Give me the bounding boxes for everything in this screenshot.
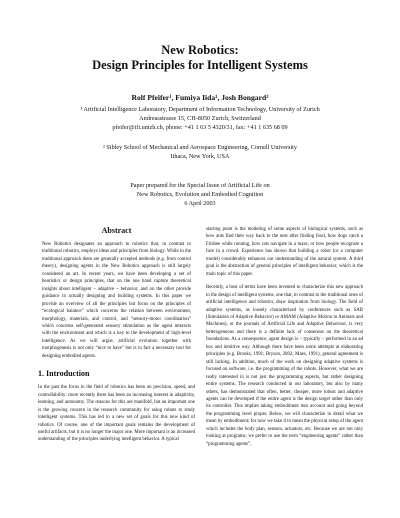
right-paragraph-1: starting point is the modeling of some aspects of biological systems, such as how ants find their way back to the nest after finding food, how dogs catch a Frisbee while running, how rats navigate in a maze, or how people recognize a face in a crowd. Experience has shown that building a robot (or a computer model) considerably enhances our understanding of the natural system. A third goal is the abstraction of general principles of intelligent behavior, which is the main topic of this paper. [206, 227, 363, 277]
left-column [38, 226, 195, 450]
right-paragraph-2: Recently, a host of terms have been invented to characterize this new approach to the design of intelligent systems, one that, in contrast to the traditional ones of artificial intelligence and robotics, draw inspiration from biology. The field of adaptive systems, as loosely characterized by conferences such as SAB (Simulation of Adaptive Behavior) or AMAM (Adaptive Motion in Animals and Machines), or the journals of Artificial Life and Adaptive Behaviour, is very heterogeneous and there is a definite lack of consensus on the theoretical foundations. As a consequence, agent design is – typically – performed in an ad hoc and intuitive way. Although there have been some attempts at elaborating principles (e.g. Brooks, 1991; Bryson, 2002; Maes, 1991), general agreement is still lacking. In addition, much of the work on designing adaptive systems is focused on software, i.e. the programming of the robots. However, what we are really interested in is not just the programming aspects, but rather designing entire systems. The research conducted in our laboratory, but also by many others, has demonstrated that often, better, cheaper, more robust and adaptive agents can be developed if the entire agent is the design target rather than only its controller. This implies taking embodiment into account and going beyond the programming level proper. Below, we will characterize in detail what we mean by embodiment; for now we take it to mean the physical setup of the agent which includes the body plan, sensors, actuators, etc. Because we are not only looking at programs, we prefer to use the term “engineering agents” rather than “programming agents”, [206, 285, 363, 447]
paper-title-line1: New Robotics: [161, 43, 239, 57]
abstract-text: New Robotics designates an approach to robotics that, in contrast to traditional robotics, employs ideas and principles from biology. While in the traditional approach there are generally accepted methods (e.g. from control theory), designing agents in the New Robotics approach is still largely considered an art. In recent years, we have been developing a set of heuristics or design principles, that on the one hand capture theoretical insights about intelligent – adaptive – behavior, and on the other provide guidance in actually designing and building systems. In this paper we provide an overview of all the principles but focus on the principles of “ecological balance” which concerns the relation between environment, morphology, materials, and control, and “sensory-motor coordination” which concerns self-generated sensory stimulation as the agent interacts with the environment and which is a key to the development of high-level intelligence. As we will argue, artificial evolution together with morphogenesis is not only “nice to have” but is in fact a necessary tool for designing embodied agents. [42, 242, 191, 359]
paper-note-date: 6 April 2003 [184, 200, 216, 207]
authors: Rolf Pfeifer¹, Fumiya Iida¹, Josh Bongard² [131, 93, 269, 102]
abstract-heading: Abstract [101, 226, 132, 235]
affiliation1-email: pfeifer@ifi.unizh.ch, phone: +41 1 63 5 4320/31, fax: +41 1 635 68 09 [112, 124, 288, 131]
affiliation1-line2: Andreasstrasse 15, CH-8050 Zurich, Switzerland [139, 115, 261, 122]
right-column [206, 226, 363, 454]
affiliation2-line1: ² Sibley School of Mechanical and Aerospace Engineering, Cornell University [103, 144, 297, 151]
affiliation2-line2: Ithaca, New York, USA [170, 153, 230, 160]
introduction-text: In the past the focus in the field of robotics has been on precision, speed, and controllability: more recently there has been an increasing interest in adaptivity, learning, and autonomy. The reasons for this are manifold, but an important one is the growing concern in the research community for using robots to study intelligent systems. This has led to a new set of goals for this new kind of robotics. Of course, one of the important goals remains the development of useful artifacts, but it is no longer the major one. More important is an increased understanding of the principles underlying intelligent behavior. A typical [38, 385, 195, 443]
paper-title-line2: Design Principles for Intelligent Systems [92, 58, 308, 72]
paper-note-line2: New Robotics, Evolution and Embodied Cognition [136, 191, 264, 198]
introduction-heading: 1. Introduction [38, 369, 90, 379]
affiliation1-line1: ¹ Artificial Intelligence Laboratory, Department of Information Technology, University of Zurich [80, 106, 320, 113]
paper-note-line1: Paper prepared for the Special Issue of Artificial Life on [130, 182, 270, 189]
